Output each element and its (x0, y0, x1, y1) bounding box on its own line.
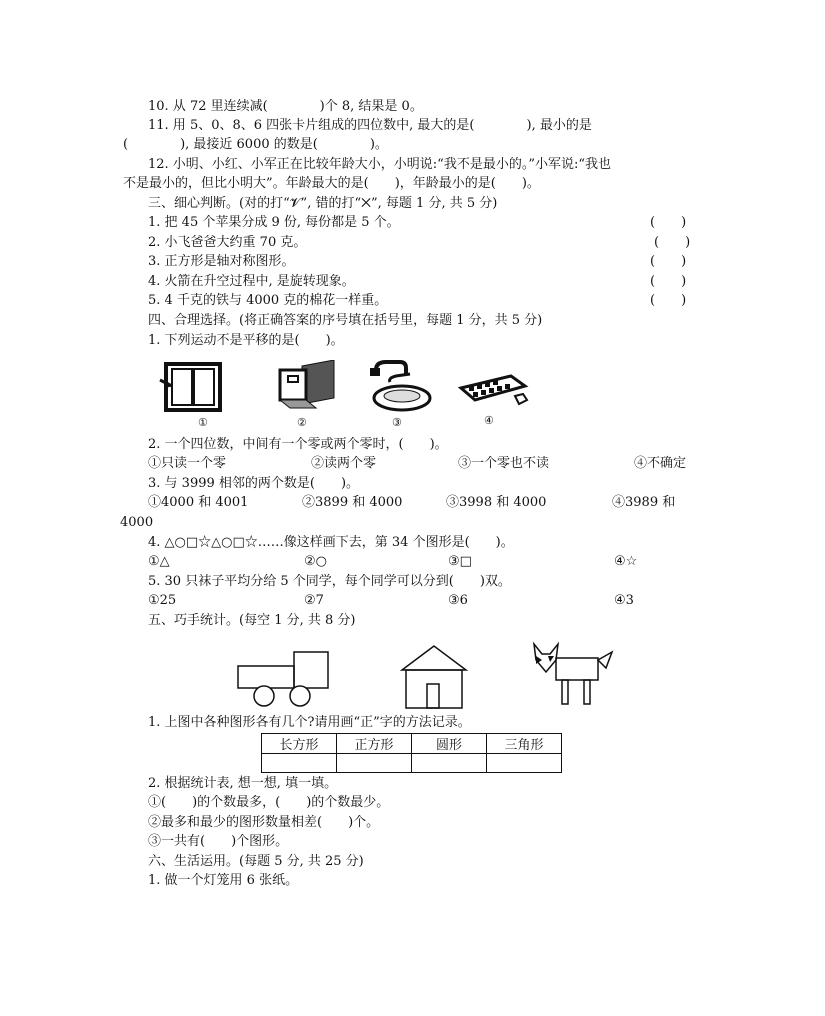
q5-opt-2[interactable]: ②7 (304, 593, 324, 608)
q1-label-2: ② (297, 416, 307, 429)
table-header-circle: 圆形 (412, 734, 487, 754)
q2-opt-2[interactable]: ②读两个零 (311, 456, 377, 471)
q2-opt-3[interactable]: ③一个零也不读 (458, 456, 550, 471)
table-header-rectangle: 长方形 (262, 734, 337, 754)
table-cell-rectangle[interactable] (262, 754, 337, 773)
q2-opt-1[interactable]: ①只读一个零 (148, 456, 227, 471)
table-header-row (262, 734, 562, 754)
q4-opt-2[interactable]: ②○ (304, 554, 327, 569)
q1-label-4: ④ (484, 414, 494, 427)
table-cell-square[interactable] (337, 754, 412, 773)
stat-q2-item-2: ②最多和最少的图形数量相差( )个。 (148, 815, 380, 830)
stat-q2-item-1: ①( )的个数最多，( )的个数最少。 (148, 795, 390, 810)
choice-heading: 四、合理选择。(将正确答案的序号填在括号里，每题 1 分，共 5 分) (148, 313, 543, 328)
judge-item-4: 4. 火箭在升空过程中, 是旋转现象。 (148, 274, 355, 289)
q3-opt-2[interactable]: ②3899 和 4000 (302, 495, 403, 510)
truck-icon (236, 646, 336, 708)
q3-opt-1[interactable]: ①4000 和 4001 (148, 495, 249, 510)
judge-paren-5[interactable]: ( ) (650, 293, 687, 308)
drawer-icon (272, 360, 342, 416)
table-row (262, 754, 562, 773)
table-cell-circle[interactable] (412, 754, 487, 773)
q2-opt-4[interactable]: ④不确定 (634, 456, 687, 471)
choice-q1: 1. 下列运动不是平移的是( )。 (148, 333, 344, 348)
q10-text: 10. 从 72 里连续减( )个 8, 结果是 0。 (148, 99, 423, 114)
q3-opt-4[interactable]: ④3989 和 (612, 495, 676, 510)
window-icon (158, 360, 228, 416)
q3-opt-3[interactable]: ③3998 和 4000 (446, 495, 547, 510)
stat-q1: 1. 上图中各种图形各有几个?请用画“正”字的方法记录。 (148, 715, 471, 730)
q4-opt-3[interactable]: ③□ (448, 554, 472, 569)
judge-heading: 三、细心判断。(对的打“𝓥”, 错的打“✕”, 每题 1 分, 共 5 分) (148, 196, 498, 211)
table-header-square: 正方形 (337, 734, 412, 754)
stat-table (261, 733, 562, 773)
stat-q2-item-3: ③一共有( )个图形。 (148, 834, 289, 849)
judge-paren-2[interactable]: ( ) (654, 235, 691, 250)
q4-opt-1[interactable]: ①△ (148, 554, 170, 569)
choice-q3: 3. 与 3999 相邻的两个数是( )。 (148, 476, 360, 491)
life-q1: 1. 做一个灯笼用 6 张纸。 (148, 873, 299, 888)
abacus-icon (455, 370, 531, 414)
table-cell-triangle[interactable] (487, 754, 562, 773)
q11-text-b: ( ), 最接近 6000 的数是( )。 (123, 137, 388, 152)
judge-paren-1[interactable]: ( ) (650, 215, 687, 230)
table-header-triangle: 三角形 (487, 734, 562, 754)
choice-q2: 2. 一个四位数，中间有一个零或两个零时，( )。 (148, 437, 448, 452)
judge-paren-3[interactable]: ( ) (650, 254, 687, 269)
stat-heading: 五、巧手统计。(每空 1 分, 共 8 分) (148, 613, 356, 628)
faucet-icon (366, 360, 436, 416)
q1-label-1: ① (198, 416, 208, 429)
q5-opt-4[interactable]: ④3 (614, 593, 634, 608)
q12-text-b: 不是最小的，但比小明大”。年龄最大的是( )，年龄最小的是( )。 (123, 176, 540, 191)
q4-opt-4[interactable]: ④☆ (614, 554, 638, 569)
choice-q4: 4. △○□☆△○□☆……像这样画下去，第 34 个图形是( )。 (148, 535, 514, 550)
cat-icon (528, 638, 620, 708)
q1-label-3: ③ (392, 416, 402, 429)
q3-opt-4-wrap: 4000 (120, 515, 154, 530)
judge-item-1: 1. 把 45 个苹果分成 9 份, 每份都是 5 个。 (148, 215, 400, 230)
house-icon (398, 642, 470, 710)
judge-item-2: 2. 小飞爸爸大约重 70 克。 (148, 235, 307, 250)
judge-item-3: 3. 正方形是轴对称图形。 (148, 254, 295, 269)
q5-opt-3[interactable]: ③6 (448, 593, 468, 608)
choice-q5: 5. 30 只袜子平均分给 5 个同学，每个同学可以分到( )双。 (148, 574, 511, 589)
stat-q2: 2. 根据统计表, 想一想, 填一填。 (148, 776, 338, 791)
life-heading: 六、生活运用。(每题 5 分, 共 25 分) (148, 854, 364, 869)
q5-opt-1[interactable]: ①25 (148, 593, 177, 608)
q11-text-a: 11. 用 5、0、8、6 四张卡片组成的四位数中, 最大的是( ), 最小的是 (148, 118, 592, 133)
judge-item-5: 5. 4 千克的铁与 4000 克的棉花一样重。 (148, 293, 388, 308)
q12-text-a: 12. 小明、小红、小军正在比较年龄大小，小明说:“我不是最小的。”小军说:“我也 (148, 157, 612, 172)
judge-paren-4[interactable]: ( ) (650, 274, 687, 289)
